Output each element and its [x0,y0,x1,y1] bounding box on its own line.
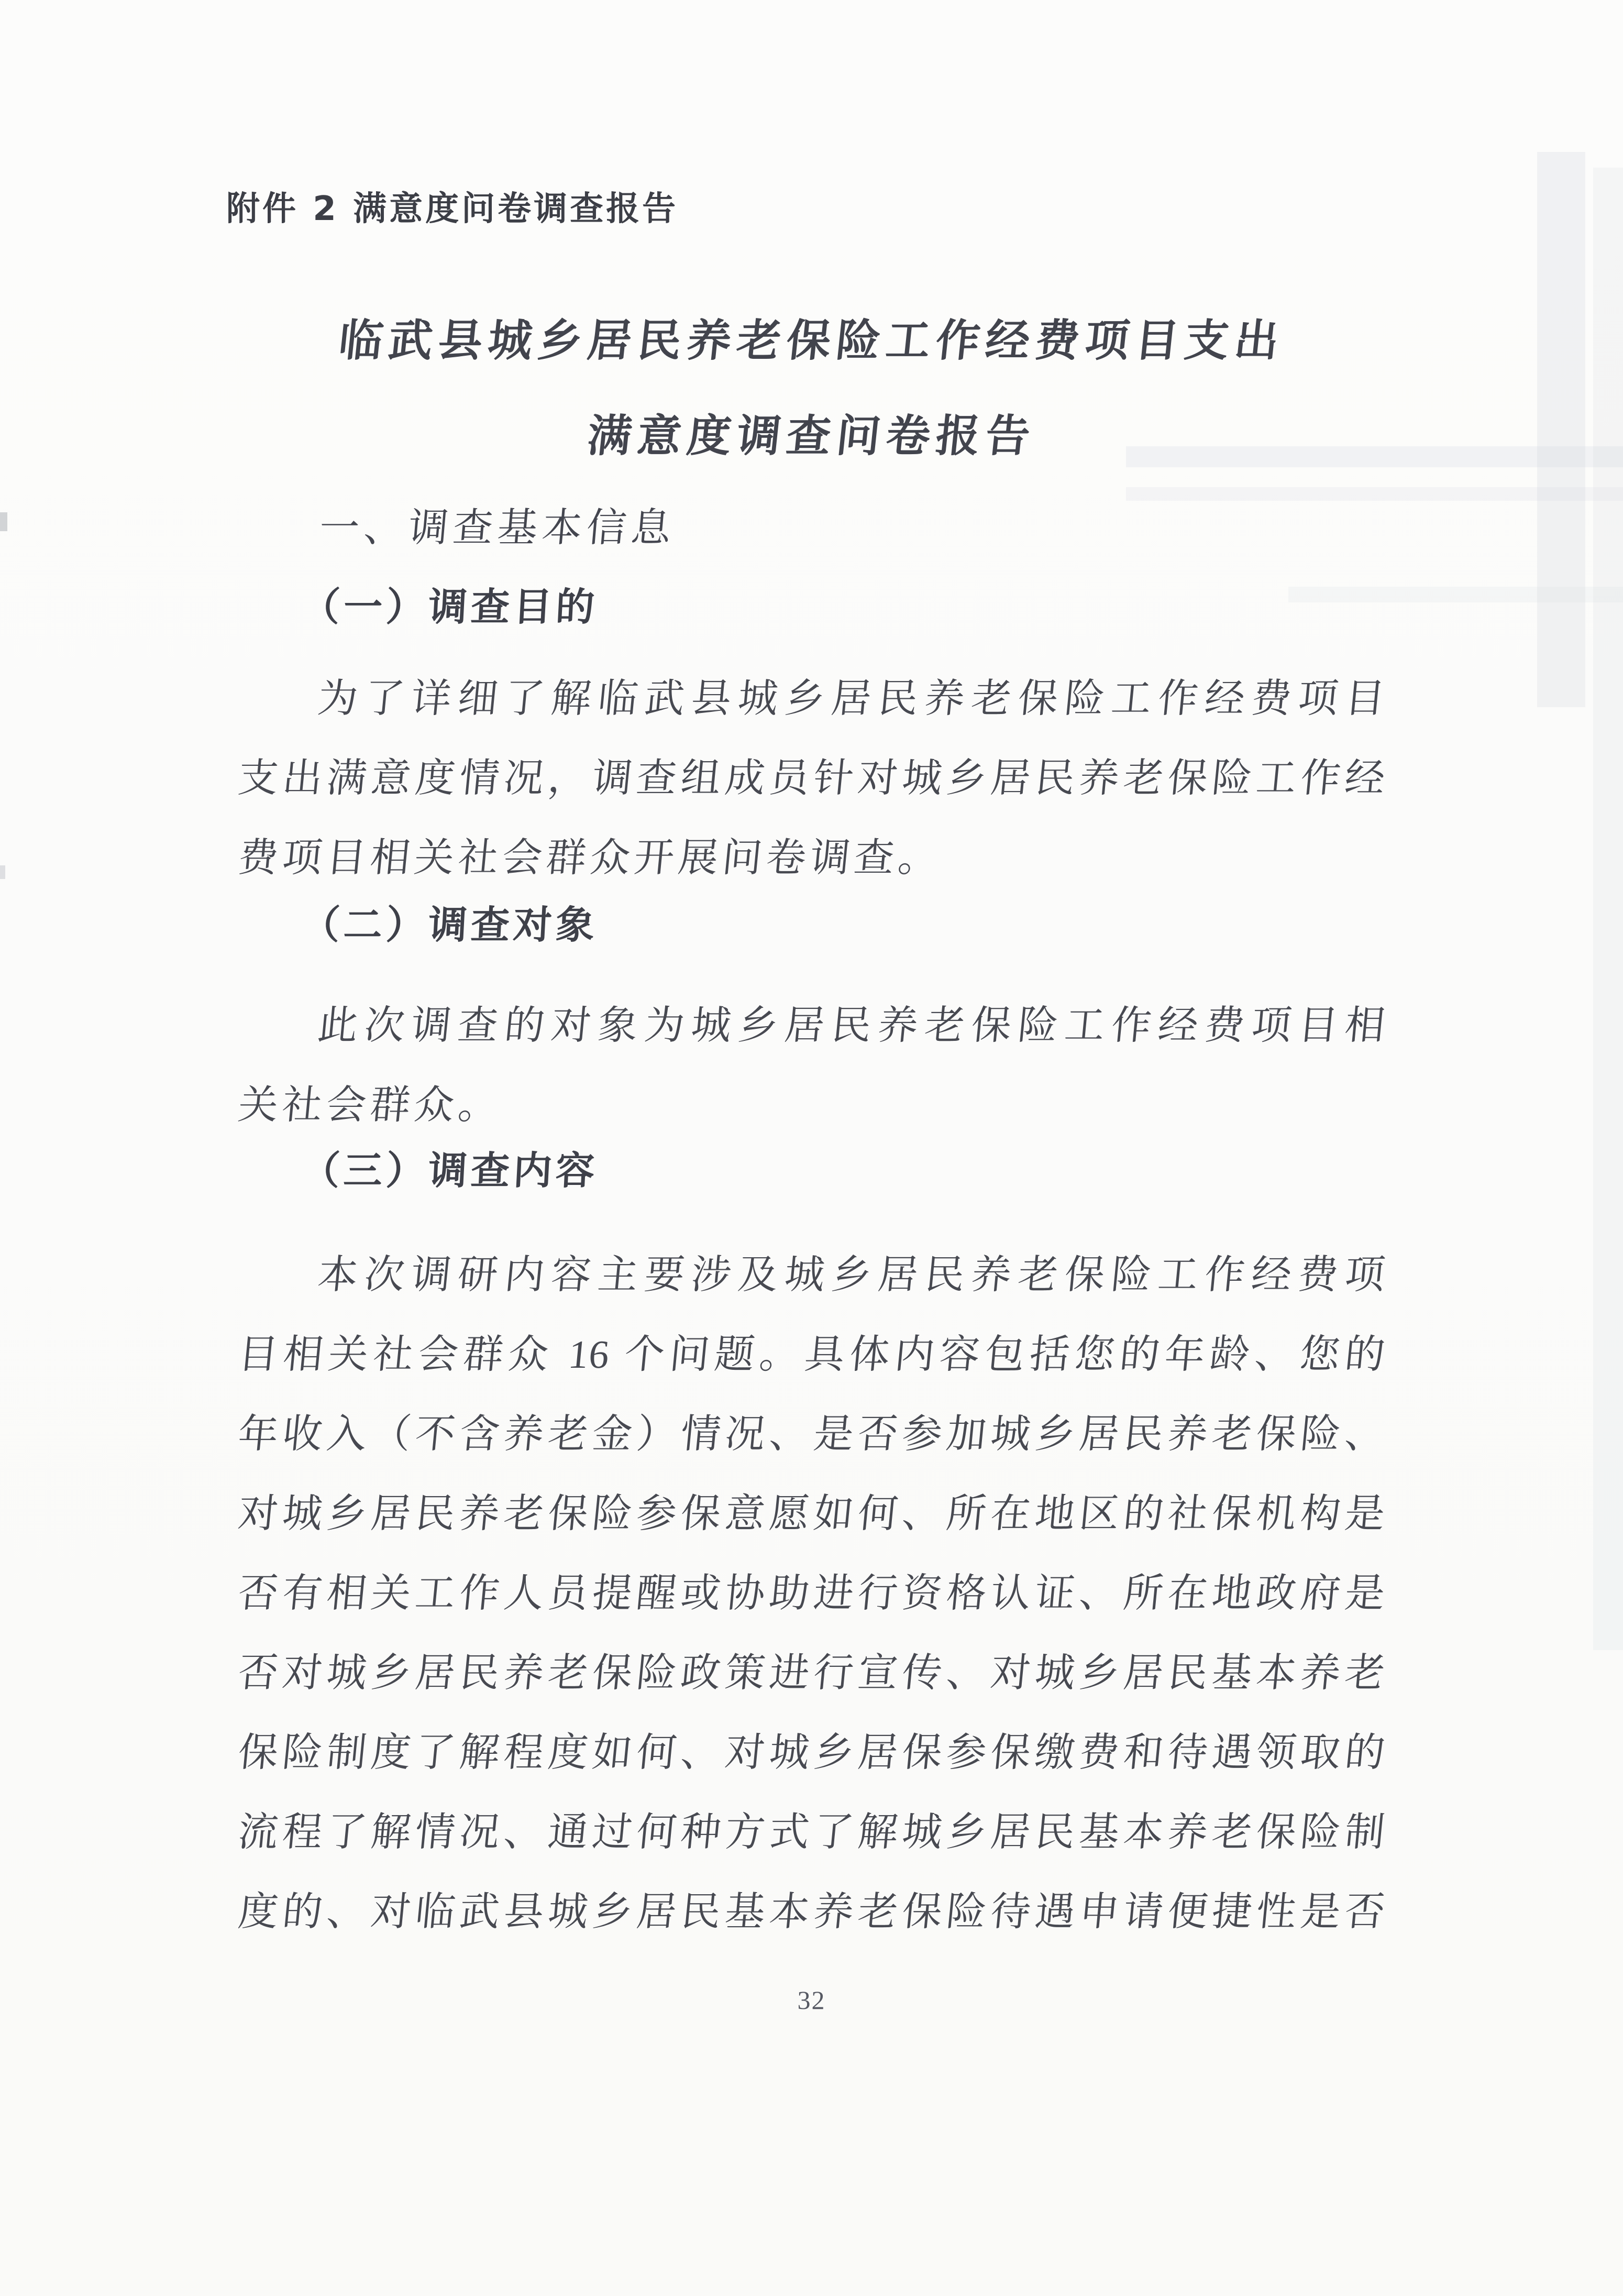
page-number: 32 [797,1985,826,2015]
document-title-line-1: 临武县城乡居民养老保险工作经费项目支出 [336,317,1287,366]
paragraph-line: 此次调查的对象为城乡居民养老保险工作经费项目相 [315,1004,1388,1048]
subsection-heading-purpose: （一）调查目的 [300,586,600,629]
paragraph-target [236,986,1388,1145]
scan-artifact [1593,168,1623,1650]
paragraph-line: 本次调研内容主要涉及城乡居民养老保险工作经费项 [315,1253,1388,1297]
paragraph-line: 为了详细了解临武县城乡居民养老保险工作经费项目 [315,677,1388,721]
paragraph-line: 否有相关工作人员提醒或协助进行资格认证、所在地政府是 [236,1572,1388,1616]
paragraph-purpose [236,659,1388,898]
scan-artifact [0,512,7,531]
paragraph-line: 流程了解情况、通过何种方式了解城乡居民基本养老保险制 [236,1810,1388,1854]
section-heading-basic-info: 一、调查基本信息 [317,506,678,550]
subsection-heading-target: （二）调查对象 [300,904,600,947]
paragraph-line: 支出满意度情况，调查组成员针对城乡居民养老保险工作经 [236,756,1388,800]
scan-artifact [0,865,5,879]
scan-artifact [1126,487,1623,501]
paragraph-line: 目相关社会群众 16 个问题。具体内容包括您的年龄、您的 [236,1333,1388,1377]
paragraph-line: 关社会群众。 [236,1083,505,1127]
scan-artifact [1288,587,1623,602]
document-title-line-2: 满意度调查问卷报告 [585,412,1038,461]
paragraph-line: 保险制度了解程度如何、对城乡居保参保缴费和待遇领取的 [236,1731,1388,1775]
paragraph-line: 对城乡居民养老保险参保意愿如何、所在地区的社保机构是 [236,1492,1388,1536]
paragraph-line: 否对城乡居民养老保险政策进行宣传、对城乡居民基本养老 [236,1651,1388,1695]
paragraph-line: 度的、对临武县城乡居民基本养老保险待遇申请便捷性是否 [236,1890,1388,1934]
subsection-heading-content: （三）调查内容 [300,1150,600,1193]
paragraph-content [236,1235,1388,1952]
attachment-header: 附件 2 满意度问卷调查报告 [226,190,679,228]
paragraph-line: 费项目相关社会群众开展问卷调查。 [236,836,945,880]
paragraph-line: 年收入（不含养老金）情况、是否参加城乡居民养老保险、 [236,1412,1388,1456]
